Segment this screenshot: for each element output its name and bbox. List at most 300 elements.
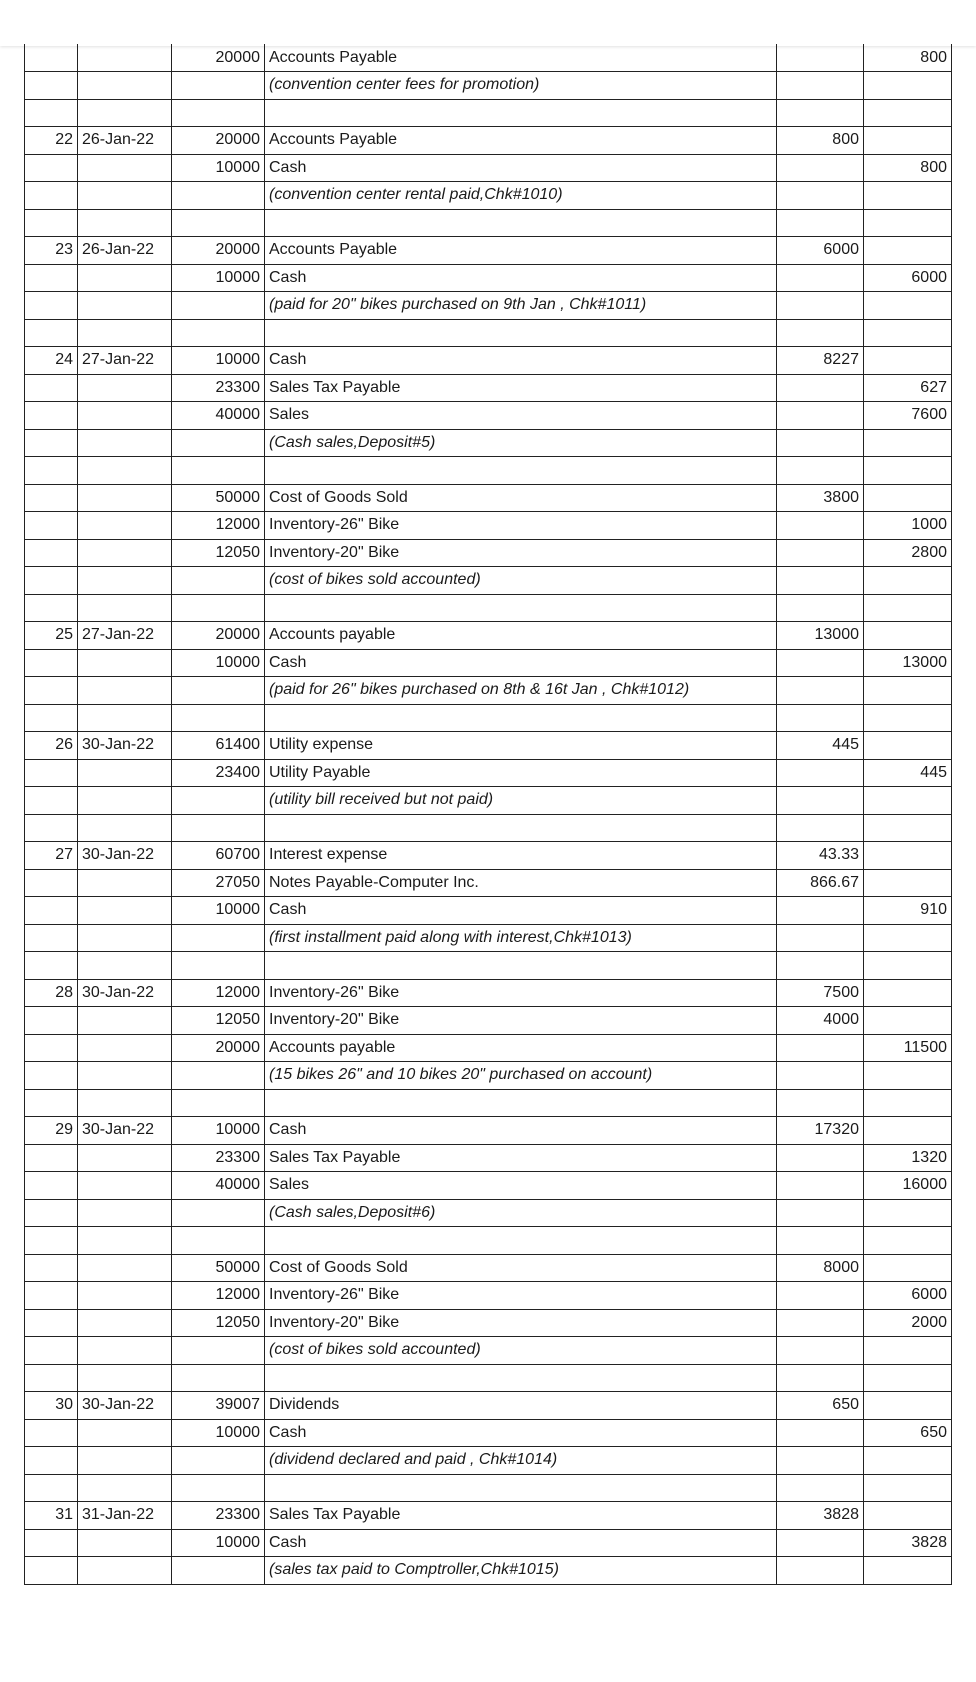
debit-amount <box>777 154 864 182</box>
empty-cell <box>172 704 265 732</box>
credit-amount <box>864 622 952 650</box>
empty-cell <box>25 1447 78 1475</box>
empty-cell <box>777 292 864 320</box>
empty-cell <box>78 677 172 705</box>
empty-cell <box>78 512 172 540</box>
empty-cell <box>78 1062 172 1090</box>
empty-cell <box>25 319 78 347</box>
empty-cell <box>25 814 78 842</box>
empty-cell <box>172 1227 265 1255</box>
empty-cell <box>265 814 777 842</box>
account-title: Inventory-20" Bike <box>265 1309 777 1337</box>
credit-amount <box>864 1254 952 1282</box>
account-number: 10000 <box>172 1529 265 1557</box>
account-number: 39007 <box>172 1392 265 1420</box>
credit-amount: 7600 <box>864 402 952 430</box>
debit-amount: 866.67 <box>777 869 864 897</box>
journal-line <box>25 979 952 1007</box>
credit-amount: 3828 <box>864 1529 952 1557</box>
credit-amount: 627 <box>864 374 952 402</box>
account-number: 10000 <box>172 1117 265 1145</box>
credit-amount: 2000 <box>864 1309 952 1337</box>
journal-line <box>25 1144 952 1172</box>
debit-amount: 800 <box>777 127 864 155</box>
credit-amount <box>864 1117 952 1145</box>
empty-cell <box>777 319 864 347</box>
empty-cell <box>172 1364 265 1392</box>
entry-number: 26 <box>25 732 78 760</box>
empty-cell <box>25 429 78 457</box>
entry-number <box>25 484 78 512</box>
credit-amount: 1320 <box>864 1144 952 1172</box>
empty-cell <box>78 704 172 732</box>
account-number: 12050 <box>172 1007 265 1035</box>
empty-cell <box>25 869 78 897</box>
entry-date: 30-Jan-22 <box>78 1392 172 1420</box>
empty-cell <box>265 1089 777 1117</box>
memo-row <box>25 429 952 457</box>
debit-amount: 43.33 <box>777 842 864 870</box>
empty-cell <box>864 1557 952 1585</box>
account-number: 40000 <box>172 1172 265 1200</box>
empty-cell <box>777 429 864 457</box>
debit-amount: 445 <box>777 732 864 760</box>
empty-cell <box>78 1034 172 1062</box>
entry-number <box>25 44 78 72</box>
empty-cell <box>78 292 172 320</box>
account-number: 20000 <box>172 622 265 650</box>
credit-amount <box>864 237 952 265</box>
empty-cell <box>864 1227 952 1255</box>
empty-cell <box>172 1199 265 1227</box>
empty-cell <box>265 457 777 485</box>
empty-cell <box>78 1172 172 1200</box>
debit-amount <box>777 1144 864 1172</box>
account-number: 20000 <box>172 1034 265 1062</box>
entry-memo: (dividend declared and paid , Chk#1014) <box>265 1447 777 1475</box>
debit-amount: 8227 <box>777 347 864 375</box>
entry-date: 30-Jan-22 <box>78 842 172 870</box>
debit-amount <box>777 649 864 677</box>
account-title: Cost of Goods Sold <box>265 1254 777 1282</box>
empty-cell <box>777 1364 864 1392</box>
account-title: Cash <box>265 1419 777 1447</box>
empty-cell <box>864 677 952 705</box>
empty-cell <box>25 1309 78 1337</box>
empty-cell <box>25 182 78 210</box>
empty-cell <box>864 1337 952 1365</box>
empty-cell <box>864 182 952 210</box>
account-number: 10000 <box>172 347 265 375</box>
account-number: 23300 <box>172 1502 265 1530</box>
entry-number: 31 <box>25 1502 78 1530</box>
journal-line <box>25 484 952 512</box>
entry-memo: (convention center rental paid,Chk#1010) <box>265 182 777 210</box>
empty-cell <box>25 1199 78 1227</box>
empty-cell <box>777 209 864 237</box>
entry-memo: (paid for 26" bikes purchased on 8th & 16t Jan , Chk#1012) <box>265 677 777 705</box>
entry-memo: (cost of bikes sold accounted) <box>265 1337 777 1365</box>
empty-cell <box>172 182 265 210</box>
journal-line <box>25 842 952 870</box>
journal-table <box>24 44 952 1585</box>
entry-date <box>78 1254 172 1282</box>
debit-amount: 8000 <box>777 1254 864 1282</box>
credit-amount: 13000 <box>864 649 952 677</box>
empty-cell <box>172 209 265 237</box>
credit-amount <box>864 1392 952 1420</box>
empty-cell <box>25 209 78 237</box>
empty-cell <box>25 787 78 815</box>
empty-cell <box>25 457 78 485</box>
empty-cell <box>172 924 265 952</box>
empty-cell <box>78 374 172 402</box>
journal-line <box>25 127 952 155</box>
empty-cell <box>777 924 864 952</box>
empty-cell <box>25 594 78 622</box>
empty-cell <box>864 787 952 815</box>
empty-cell <box>265 99 777 127</box>
empty-cell <box>864 1364 952 1392</box>
memo-row <box>25 292 952 320</box>
empty-cell <box>265 704 777 732</box>
entry-memo: (paid for 20" bikes purchased on 9th Jan , Chk#1011) <box>265 292 777 320</box>
credit-amount: 800 <box>864 154 952 182</box>
empty-cell <box>78 869 172 897</box>
empty-cell <box>25 72 78 100</box>
empty-cell <box>78 154 172 182</box>
empty-cell <box>25 1007 78 1035</box>
spacer-row <box>25 952 952 980</box>
empty-cell <box>777 1199 864 1227</box>
credit-amount <box>864 484 952 512</box>
account-title: Cash <box>265 1117 777 1145</box>
memo-row <box>25 567 952 595</box>
account-number: 10000 <box>172 649 265 677</box>
empty-cell <box>25 1337 78 1365</box>
empty-cell <box>25 677 78 705</box>
credit-amount <box>864 1007 952 1035</box>
journal-line <box>25 347 952 375</box>
account-title: Cash <box>265 347 777 375</box>
account-number: 23400 <box>172 759 265 787</box>
memo-row <box>25 1199 952 1227</box>
entry-date: 30-Jan-22 <box>78 732 172 760</box>
spacer-row <box>25 1227 952 1255</box>
account-title: Notes Payable-Computer Inc. <box>265 869 777 897</box>
empty-cell <box>78 1144 172 1172</box>
empty-cell <box>172 1089 265 1117</box>
empty-cell <box>864 704 952 732</box>
entry-date: 26-Jan-22 <box>78 237 172 265</box>
empty-cell <box>25 649 78 677</box>
account-title: Cash <box>265 897 777 925</box>
journal-line <box>25 1309 952 1337</box>
spacer-row <box>25 814 952 842</box>
empty-cell <box>777 182 864 210</box>
entry-date <box>78 44 172 72</box>
entry-number: 25 <box>25 622 78 650</box>
account-number: 10000 <box>172 1419 265 1447</box>
empty-cell <box>777 594 864 622</box>
spacer-row <box>25 99 952 127</box>
empty-cell <box>78 209 172 237</box>
empty-cell <box>78 429 172 457</box>
empty-cell <box>25 952 78 980</box>
empty-cell <box>265 952 777 980</box>
account-title: Accounts payable <box>265 622 777 650</box>
account-title: Inventory-20" Bike <box>265 1007 777 1035</box>
credit-amount <box>864 1502 952 1530</box>
journal-line <box>25 649 952 677</box>
empty-cell <box>78 264 172 292</box>
empty-cell <box>78 567 172 595</box>
empty-cell <box>25 1419 78 1447</box>
empty-cell <box>78 1529 172 1557</box>
journal-line <box>25 1117 952 1145</box>
journal-line <box>25 44 952 72</box>
empty-cell <box>78 402 172 430</box>
account-number: 12000 <box>172 512 265 540</box>
entry-number: 29 <box>25 1117 78 1145</box>
empty-cell <box>265 1474 777 1502</box>
empty-cell <box>25 1529 78 1557</box>
empty-cell <box>864 1199 952 1227</box>
debit-amount <box>777 1034 864 1062</box>
account-number: 50000 <box>172 1254 265 1282</box>
empty-cell <box>78 787 172 815</box>
empty-cell <box>25 402 78 430</box>
credit-amount <box>864 842 952 870</box>
credit-amount: 16000 <box>864 1172 952 1200</box>
credit-amount: 910 <box>864 897 952 925</box>
entry-date: 27-Jan-22 <box>78 622 172 650</box>
credit-amount <box>864 979 952 1007</box>
empty-cell <box>78 1309 172 1337</box>
entry-number <box>25 1254 78 1282</box>
debit-amount: 650 <box>777 1392 864 1420</box>
account-number: 20000 <box>172 237 265 265</box>
journal-line <box>25 759 952 787</box>
empty-cell <box>864 567 952 595</box>
empty-cell <box>78 1447 172 1475</box>
credit-amount <box>864 869 952 897</box>
empty-cell <box>78 1089 172 1117</box>
empty-cell <box>25 1364 78 1392</box>
empty-cell <box>78 897 172 925</box>
empty-cell <box>777 1227 864 1255</box>
empty-cell <box>864 292 952 320</box>
debit-amount: 17320 <box>777 1117 864 1145</box>
memo-row <box>25 787 952 815</box>
empty-cell <box>25 154 78 182</box>
account-number: 40000 <box>172 402 265 430</box>
empty-cell <box>864 319 952 347</box>
empty-cell <box>78 1337 172 1365</box>
account-title: Accounts payable <box>265 1034 777 1062</box>
debit-amount <box>777 759 864 787</box>
account-title: Accounts Payable <box>265 237 777 265</box>
memo-row <box>25 1557 952 1585</box>
account-title: Inventory-26" Bike <box>265 979 777 1007</box>
entry-memo: (sales tax paid to Comptroller,Chk#1015) <box>265 1557 777 1585</box>
journal-line <box>25 1419 952 1447</box>
empty-cell <box>777 1447 864 1475</box>
debit-amount <box>777 1172 864 1200</box>
empty-cell <box>78 1364 172 1392</box>
account-title: Cash <box>265 1529 777 1557</box>
empty-cell <box>265 319 777 347</box>
account-number: 12000 <box>172 1282 265 1310</box>
entry-number: 23 <box>25 237 78 265</box>
empty-cell <box>172 1062 265 1090</box>
entry-memo: (15 bikes 26" and 10 bikes 20" purchased on account) <box>265 1062 777 1090</box>
memo-row <box>25 677 952 705</box>
empty-cell <box>78 1199 172 1227</box>
debit-amount: 13000 <box>777 622 864 650</box>
debit-amount <box>777 897 864 925</box>
empty-cell <box>777 952 864 980</box>
spacer-row <box>25 1089 952 1117</box>
account-title: Inventory-26" Bike <box>265 512 777 540</box>
debit-amount <box>777 44 864 72</box>
empty-cell <box>864 814 952 842</box>
journal-line <box>25 1502 952 1530</box>
journal-line <box>25 374 952 402</box>
empty-cell <box>25 924 78 952</box>
journal-line <box>25 1392 952 1420</box>
entry-memo: (convention center fees for promotion) <box>265 72 777 100</box>
empty-cell <box>172 1337 265 1365</box>
account-number: 50000 <box>172 484 265 512</box>
empty-cell <box>864 924 952 952</box>
journal-line <box>25 237 952 265</box>
empty-cell <box>777 99 864 127</box>
empty-cell <box>78 814 172 842</box>
credit-amount: 6000 <box>864 1282 952 1310</box>
debit-amount: 7500 <box>777 979 864 1007</box>
journal-line <box>25 154 952 182</box>
debit-amount: 6000 <box>777 237 864 265</box>
spacer-row <box>25 594 952 622</box>
debit-amount <box>777 1419 864 1447</box>
empty-cell <box>172 1474 265 1502</box>
empty-cell <box>78 649 172 677</box>
account-title: Utility Payable <box>265 759 777 787</box>
empty-cell <box>265 209 777 237</box>
journal-line <box>25 264 952 292</box>
empty-cell <box>777 787 864 815</box>
empty-cell <box>172 99 265 127</box>
account-number: 20000 <box>172 127 265 155</box>
empty-cell <box>78 1419 172 1447</box>
empty-cell <box>25 1282 78 1310</box>
journal-line <box>25 1254 952 1282</box>
account-number: 27050 <box>172 869 265 897</box>
journal-line <box>25 512 952 540</box>
entry-memo: (utility bill received but not paid) <box>265 787 777 815</box>
empty-cell <box>25 374 78 402</box>
entry-number: 27 <box>25 842 78 870</box>
empty-cell <box>78 759 172 787</box>
journal-line <box>25 732 952 760</box>
empty-cell <box>25 704 78 732</box>
empty-cell <box>25 292 78 320</box>
empty-cell <box>25 1227 78 1255</box>
account-number: 20000 <box>172 44 265 72</box>
debit-amount <box>777 402 864 430</box>
credit-amount <box>864 127 952 155</box>
empty-cell <box>172 952 265 980</box>
account-number: 12050 <box>172 1309 265 1337</box>
empty-cell <box>777 814 864 842</box>
empty-cell <box>172 787 265 815</box>
debit-amount <box>777 1529 864 1557</box>
entry-memo: (Cash sales,Deposit#5) <box>265 429 777 457</box>
entry-date: 26-Jan-22 <box>78 127 172 155</box>
empty-cell <box>25 1474 78 1502</box>
journal-line <box>25 622 952 650</box>
empty-cell <box>78 539 172 567</box>
empty-cell <box>777 72 864 100</box>
entry-memo: (Cash sales,Deposit#6) <box>265 1199 777 1227</box>
empty-cell <box>864 457 952 485</box>
journal-line <box>25 1034 952 1062</box>
empty-cell <box>864 1089 952 1117</box>
account-title: Interest expense <box>265 842 777 870</box>
account-title: Sales <box>265 402 777 430</box>
empty-cell <box>864 1062 952 1090</box>
empty-cell <box>25 567 78 595</box>
entry-number: 28 <box>25 979 78 1007</box>
memo-row <box>25 72 952 100</box>
account-title: Sales <box>265 1172 777 1200</box>
empty-cell <box>78 457 172 485</box>
empty-cell <box>25 1062 78 1090</box>
empty-cell <box>864 99 952 127</box>
empty-cell <box>777 1557 864 1585</box>
empty-cell <box>78 952 172 980</box>
empty-cell <box>78 72 172 100</box>
empty-cell <box>864 1447 952 1475</box>
credit-amount: 11500 <box>864 1034 952 1062</box>
empty-cell <box>265 1364 777 1392</box>
journal-line <box>25 869 952 897</box>
spacer-row <box>25 1364 952 1392</box>
empty-cell <box>777 567 864 595</box>
credit-amount <box>864 732 952 760</box>
empty-cell <box>25 1089 78 1117</box>
journal-line <box>25 1282 952 1310</box>
account-title: Cost of Goods Sold <box>265 484 777 512</box>
spacer-row <box>25 704 952 732</box>
empty-cell <box>777 1062 864 1090</box>
debit-amount: 3828 <box>777 1502 864 1530</box>
credit-amount: 650 <box>864 1419 952 1447</box>
empty-cell <box>172 72 265 100</box>
memo-row <box>25 182 952 210</box>
account-number: 10000 <box>172 154 265 182</box>
entry-date: 27-Jan-22 <box>78 347 172 375</box>
account-title: Dividends <box>265 1392 777 1420</box>
credit-amount: 6000 <box>864 264 952 292</box>
journal-line <box>25 1007 952 1035</box>
account-title: Utility expense <box>265 732 777 760</box>
debit-amount <box>777 374 864 402</box>
journal-line <box>25 539 952 567</box>
account-number: 10000 <box>172 264 265 292</box>
empty-cell <box>78 1227 172 1255</box>
